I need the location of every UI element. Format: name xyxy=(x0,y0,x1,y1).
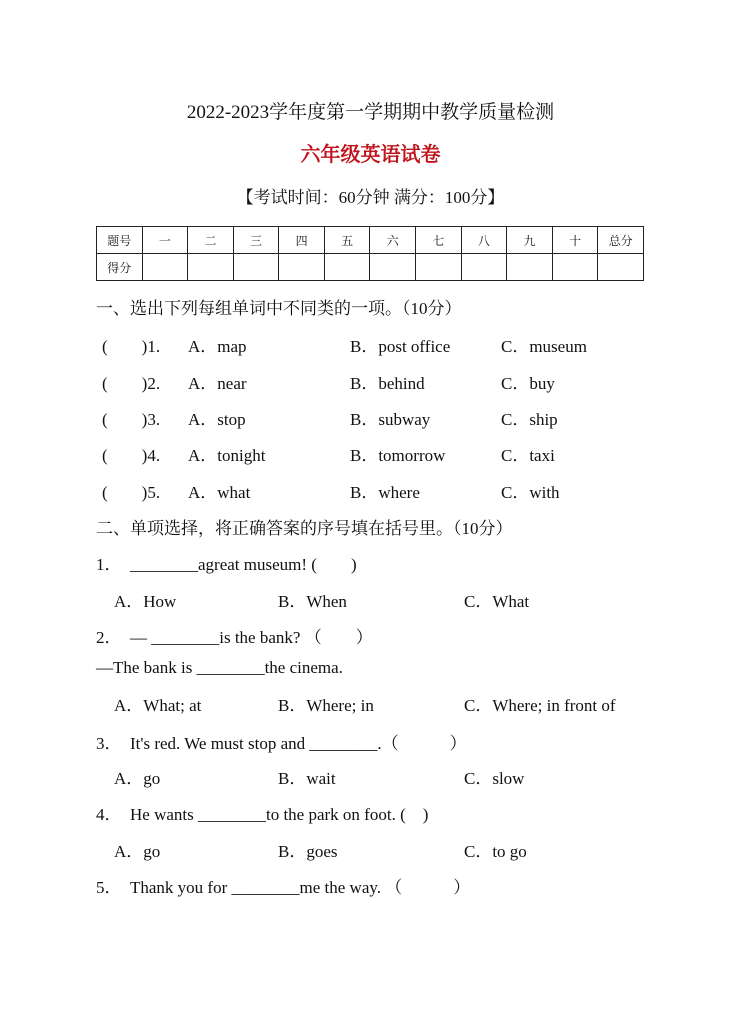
s2-q4-option-a: A．go xyxy=(114,842,161,861)
s2-q2-line2: —The bank is ________the cinema. xyxy=(96,658,343,677)
s1-q3-option-c: C．ship xyxy=(501,410,558,429)
s1-q4-number: ( )4. xyxy=(102,446,161,465)
s2-q4-option-b: B．goes xyxy=(278,842,338,861)
score-blank-cell xyxy=(507,254,553,281)
score-blank-cell xyxy=(598,254,644,281)
s1-q5-number: ( )5. xyxy=(102,483,161,502)
s2-q3-option-b: B．wait xyxy=(278,769,336,788)
score-blank-cell xyxy=(370,254,416,281)
s1-q4-option-c: C．taxi xyxy=(501,446,555,465)
score-blank-cell xyxy=(142,254,188,281)
s1-q3-number: ( )3. xyxy=(102,410,161,429)
s2-q1-option-a: A．How xyxy=(114,592,177,611)
s1-q4-option-a: A．tonight xyxy=(188,446,266,465)
exam-subtitle: 六年级英语试卷 xyxy=(300,144,441,166)
s2-q3-option-c: C．slow xyxy=(464,769,525,788)
exam-info: 【考试时间：60分钟 满分：100分】 xyxy=(236,188,505,207)
exam-title: 2022-2023学年度第一学期期中教学质量检测 xyxy=(186,102,555,123)
score-blank-cell xyxy=(188,254,234,281)
score-cell: 六 xyxy=(370,227,416,254)
s2-q2-option-c: C．Where; in front of xyxy=(464,696,616,715)
s2-q2-option-b: B．Where; in xyxy=(278,696,374,715)
score-cell: 二 xyxy=(188,227,234,254)
s1-q2-number: ( )2. xyxy=(102,374,161,393)
s1-q5-option-a: A．what xyxy=(188,483,251,502)
s2-q1-option-c: C．What xyxy=(464,592,530,611)
s1-q4-option-b: B．tomorrow xyxy=(350,446,446,465)
s1-q5-option-c: C．with xyxy=(501,483,560,502)
score-cell: 十 xyxy=(552,227,598,254)
s2-q5-stem: 5． Thank you for ________me the way. （ ） xyxy=(96,878,471,897)
score-blank-cell xyxy=(279,254,325,281)
s1-q2-option-b: B．behind xyxy=(350,374,425,393)
score-cell: 总分 xyxy=(598,227,644,254)
s2-q3-option-a: A．go xyxy=(114,769,161,788)
s2-q1-stem: 1． ________agreat museum! ( ) xyxy=(96,555,357,574)
score-cell: 四 xyxy=(279,227,325,254)
s2-q1-option-b: B．When xyxy=(278,592,347,611)
s2-q2-option-a: A．What; at xyxy=(114,696,202,715)
score-cell: 一 xyxy=(142,227,188,254)
score-cell: 七 xyxy=(416,227,462,254)
score-blank-cell xyxy=(416,254,462,281)
score-table-header-row xyxy=(97,227,644,254)
s1-q3-option-b: B．subway xyxy=(350,410,431,429)
s1-q1-option-c: C．museum xyxy=(501,337,587,356)
score-blank-cell xyxy=(233,254,279,281)
score-cell: 五 xyxy=(324,227,370,254)
s1-q5-option-b: B．where xyxy=(350,483,420,502)
s2-q4-option-c: C．to go xyxy=(464,842,527,861)
score-cell: 题号 xyxy=(97,227,143,254)
score-blank-cell xyxy=(324,254,370,281)
score-cell: 八 xyxy=(461,227,507,254)
score-table xyxy=(96,226,644,281)
score-cell: 九 xyxy=(507,227,553,254)
s1-q3-option-a: A．stop xyxy=(188,410,246,429)
s1-q2-option-c: C．buy xyxy=(501,374,555,393)
s1-q1-option-b: B．post office xyxy=(350,337,451,356)
score-row-label: 得分 xyxy=(97,254,143,281)
s1-q2-option-a: A．near xyxy=(188,374,247,393)
s2-q2-stem: 2． — ________is the bank? （ ） xyxy=(96,628,373,647)
s1-q1-number: ( )1. xyxy=(102,337,161,356)
score-table-score-row xyxy=(97,254,644,281)
score-cell: 三 xyxy=(233,227,279,254)
score-blank-cell xyxy=(461,254,507,281)
s1-q1-option-a: A．map xyxy=(188,337,247,356)
s2-q4-stem: 4． He wants ________to the park on foot. ( ) xyxy=(96,805,429,824)
score-blank-cell xyxy=(552,254,598,281)
section1-title: 一、选出下列每组单词中不同类的一项。（10分） xyxy=(96,299,462,318)
s2-q3-stem: 3． It's red. We must stop and ________.（ ） xyxy=(96,734,467,753)
section2-title: 二、单项选择，将正确答案的序号填在括号里。（10分） xyxy=(96,519,513,538)
